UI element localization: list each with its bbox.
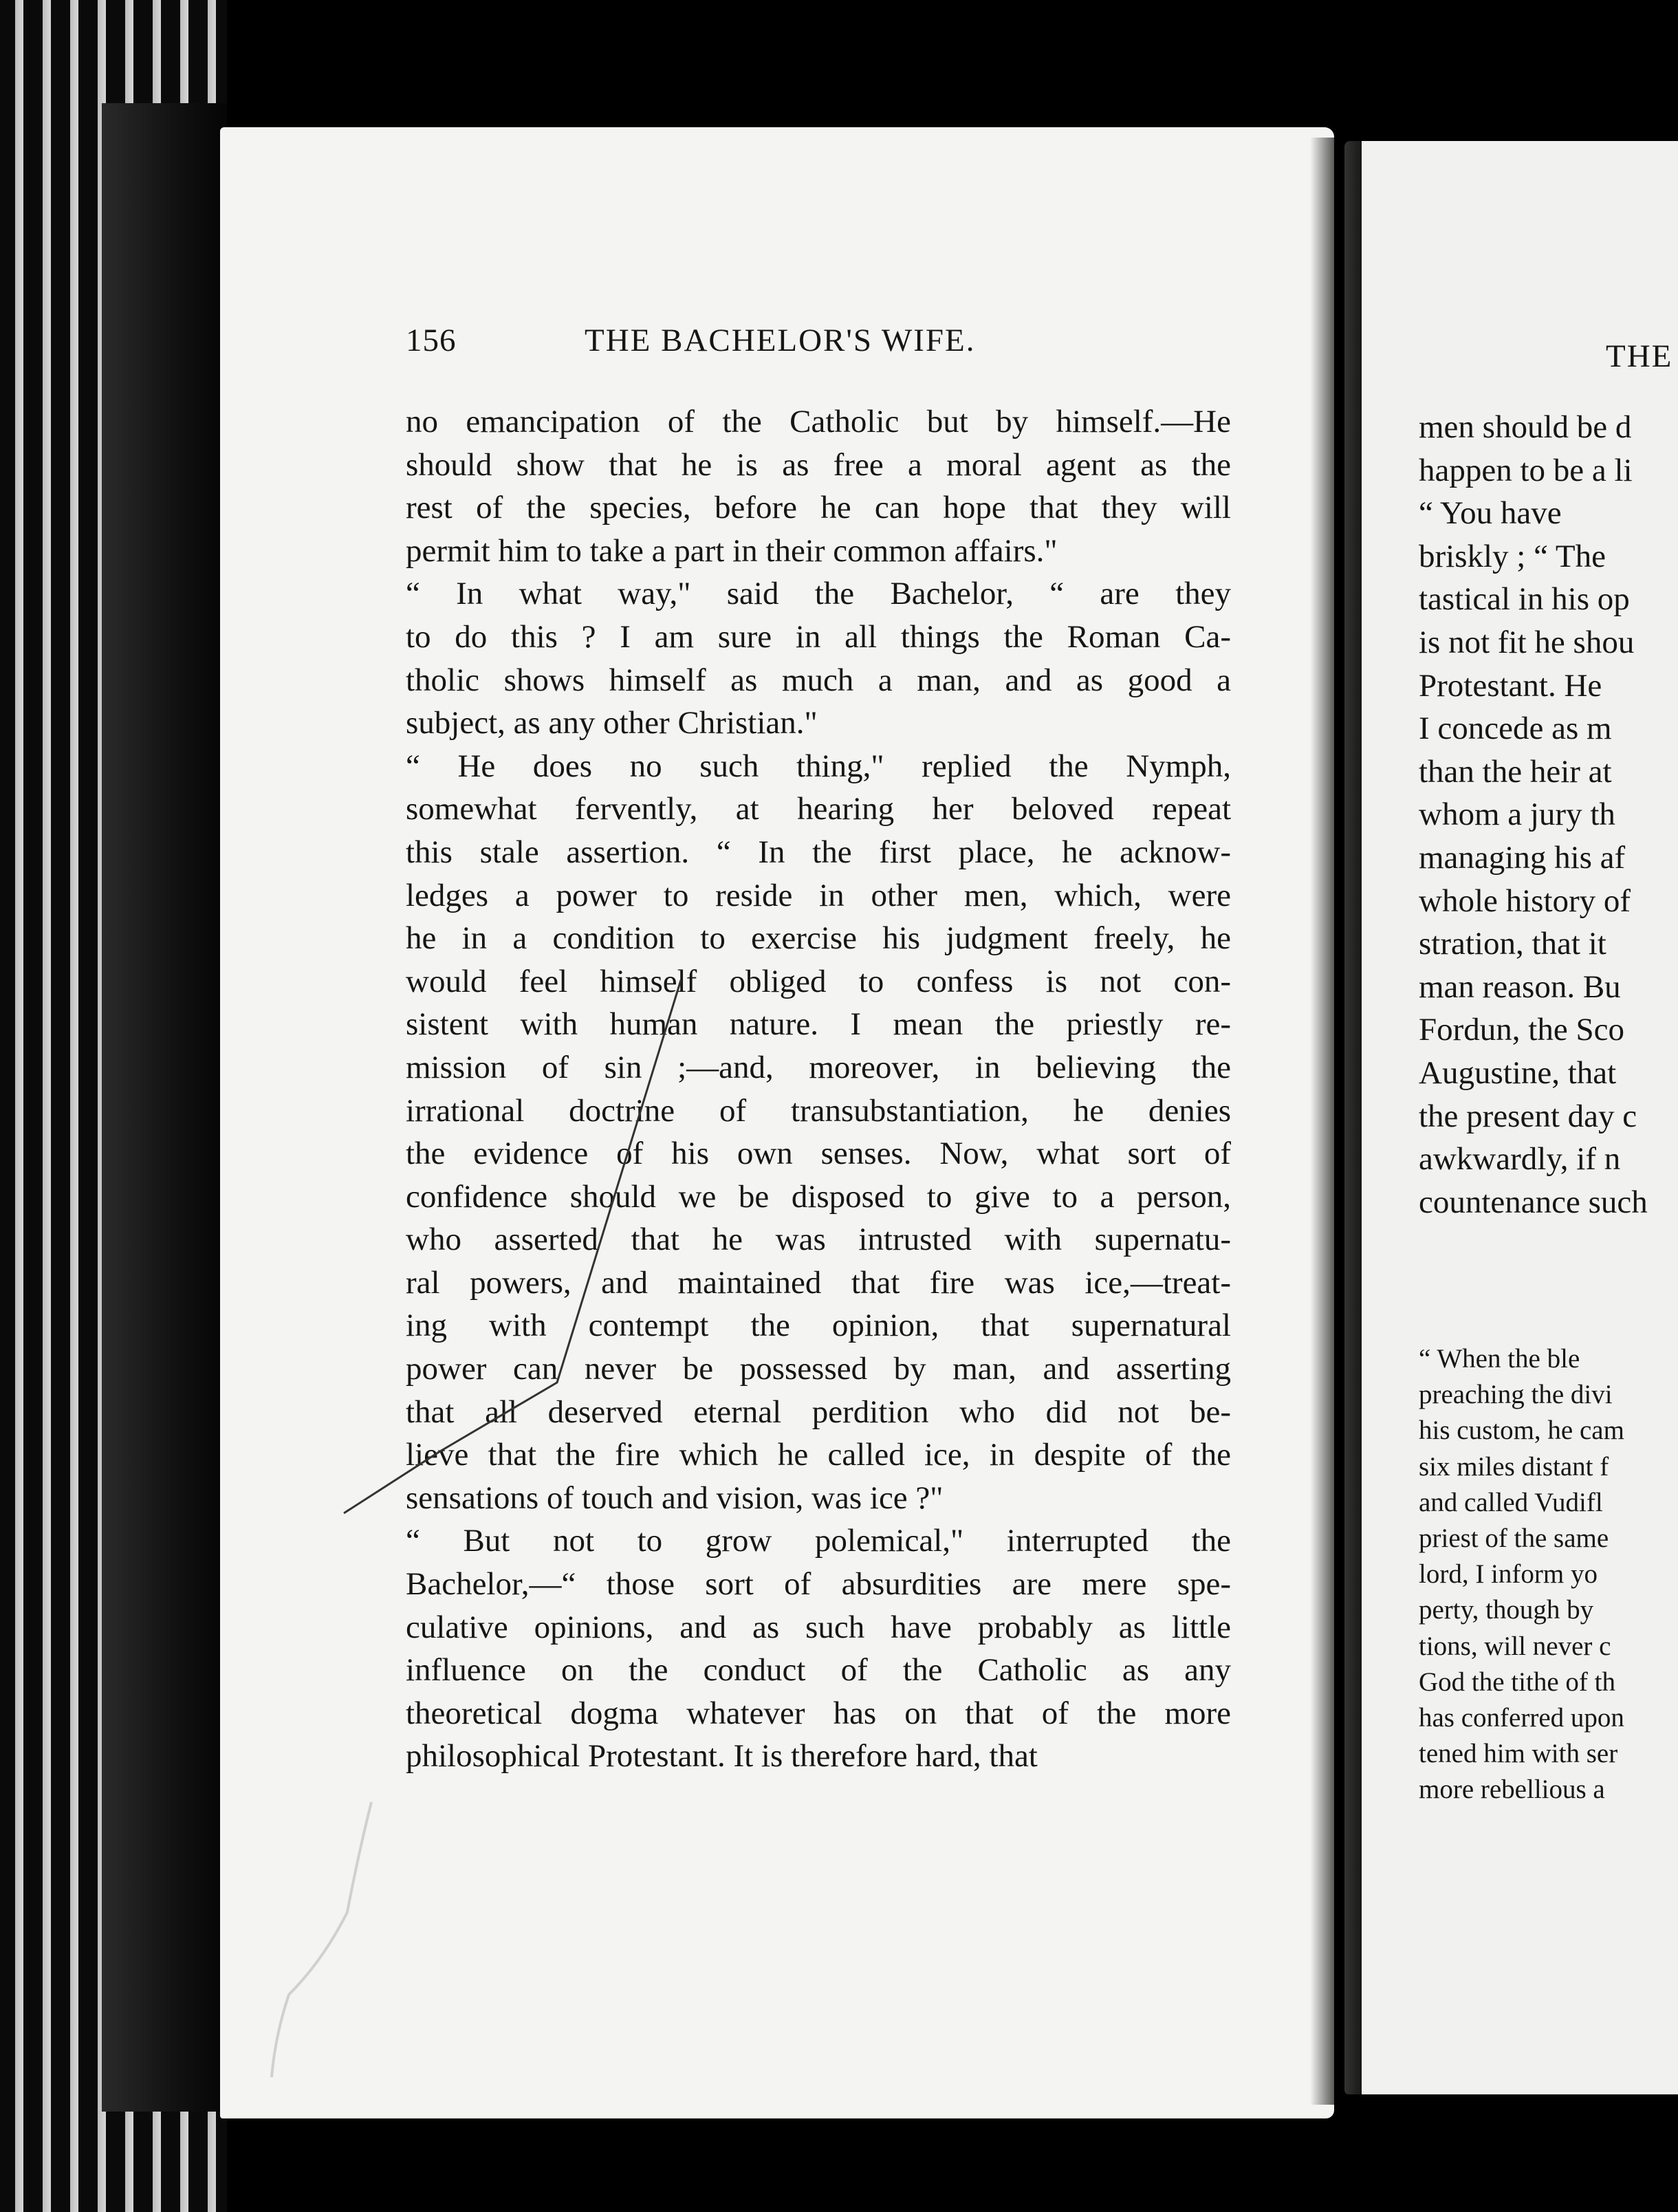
text-line: power can never be possessed by man, and asserting: [406, 1351, 1231, 1387]
text-line: confidence should we be disposed to give to a person,: [406, 1178, 1231, 1215]
text-line: “ He does no such thing," replied the Nymph,: [406, 748, 1231, 784]
left-page-text: [406, 400, 1231, 1778]
text-line: sensations of touch and vision, was ice ?": [406, 1479, 944, 1516]
footnote-line: tened him with ser: [1419, 1739, 1618, 1769]
text-line: managing his af: [1419, 839, 1626, 876]
text-line: would feel himself obliged to confess is not con-: [406, 963, 1231, 999]
text-line: “ You have: [1419, 495, 1562, 532]
text-line: countenance such: [1419, 1184, 1648, 1220]
footnote-line: six miles distant f: [1419, 1451, 1609, 1482]
text-line: ral powers, and maintained that fire was ice,—treat-: [406, 1264, 1231, 1301]
text-line: ledges a power to reside in other men, which, were: [406, 877, 1231, 913]
text-line: briskly ; “ The: [1419, 538, 1606, 574]
text-line: happen to be a li: [1419, 452, 1633, 488]
text-line: to do this ? I am sure in all things the Roman Ca-: [406, 618, 1231, 655]
footnote-line: and called Vudifl: [1419, 1487, 1603, 1517]
right-page-footnote: [1419, 1341, 1678, 1808]
page-number: 156: [406, 323, 457, 358]
footnote-line: has conferred upon: [1419, 1702, 1624, 1733]
text-line: irrational doctrine of transubstantiation, he denies: [406, 1092, 1231, 1129]
right-page-text: [1419, 406, 1678, 1224]
footnote-line: perty, though by: [1419, 1595, 1594, 1625]
text-line: this stale assertion. “ In the first place, he acknow-: [406, 834, 1231, 870]
text-line: Augustine, that: [1419, 1054, 1617, 1091]
text-line: Fordun, the Sco: [1419, 1012, 1624, 1048]
text-line: Protestant. He: [1419, 667, 1602, 704]
text-line: the present day c: [1419, 1098, 1637, 1134]
footnote-line: priest of the same: [1419, 1523, 1609, 1553]
footnote-line: preaching the divi: [1419, 1380, 1613, 1410]
text-line: theoretical dogma whatever has on that of the more: [406, 1695, 1231, 1731]
gutter-shadow: [1310, 138, 1362, 2105]
text-line: than the heir at: [1419, 753, 1612, 790]
text-line: whole history of: [1419, 882, 1631, 919]
book-spine-shadow: [102, 103, 227, 2112]
footnote-line: more rebellious a: [1419, 1775, 1605, 1805]
text-line: lieve that the fire which he called ice, in despite of the: [406, 1437, 1231, 1473]
footnote-line: “ When the ble: [1419, 1344, 1580, 1374]
text-line: “ But not to grow polemical," interrupted the: [406, 1523, 1231, 1559]
text-line: ing with contempt the opinion, that supernatural: [406, 1308, 1231, 1344]
running-head: THE BACHELOR'S WIFE.: [585, 323, 976, 358]
text-line: stration, that it: [1419, 926, 1606, 962]
footnote-line: lord, I inform yo: [1419, 1559, 1598, 1590]
text-line: culative opinions, and as such have probably as little: [406, 1609, 1231, 1645]
text-line: who asserted that he was intrusted with supernatu-: [406, 1222, 1231, 1258]
text-line: should show that he is as free a moral agent as the: [406, 446, 1231, 483]
text-line: mission of sin ;—and, moreover, in believing the: [406, 1049, 1231, 1085]
footnote-line: his custom, he cam: [1419, 1416, 1624, 1446]
text-line: men should be d: [1419, 409, 1632, 445]
text-line: tastical in his op: [1419, 581, 1630, 618]
footnote-line: God the tithe of th: [1419, 1667, 1615, 1697]
text-line: Bachelor,—“ those sort of absurdities are mere spe-: [406, 1566, 1231, 1603]
text-line: rest of the species, before he can hope that they will: [406, 490, 1231, 526]
text-line: awkwardly, if n: [1419, 1141, 1621, 1178]
text-line: the evidence of his own senses. Now, what sort of: [406, 1136, 1231, 1172]
text-line: subject, as any other Christian.": [406, 705, 818, 741]
text-line: “ In what way," said the Bachelor, “ are they: [406, 576, 1231, 612]
text-line: no emancipation of the Catholic but by himself.—He: [406, 404, 1231, 440]
text-line: I concede as m: [1419, 711, 1612, 747]
text-line: tholic shows himself as much a man, and as good a: [406, 662, 1231, 698]
text-line: man reason. Bu: [1419, 968, 1621, 1005]
text-line: philosophical Protestant. It is therefore hard, that: [406, 1738, 1038, 1775]
text-line: somewhat fervently, at hearing her beloved repeat: [406, 791, 1231, 827]
right-running-head: THE: [1606, 338, 1673, 374]
text-line: permit him to take a part in their common affairs.": [406, 532, 1058, 569]
text-line: influence on the conduct of the Catholic as any: [406, 1652, 1231, 1689]
text-line: that all deserved eternal perdition who did not be-: [406, 1394, 1231, 1430]
text-line: is not fit he shou: [1419, 624, 1635, 660]
footnote-line: tions, will never c: [1419, 1631, 1611, 1661]
text-line: he in a condition to exercise his judgment freely, he: [406, 920, 1231, 957]
text-line: whom a jury th: [1419, 796, 1615, 833]
text-line: sistent with human nature. I mean the priestly re-: [406, 1006, 1231, 1043]
